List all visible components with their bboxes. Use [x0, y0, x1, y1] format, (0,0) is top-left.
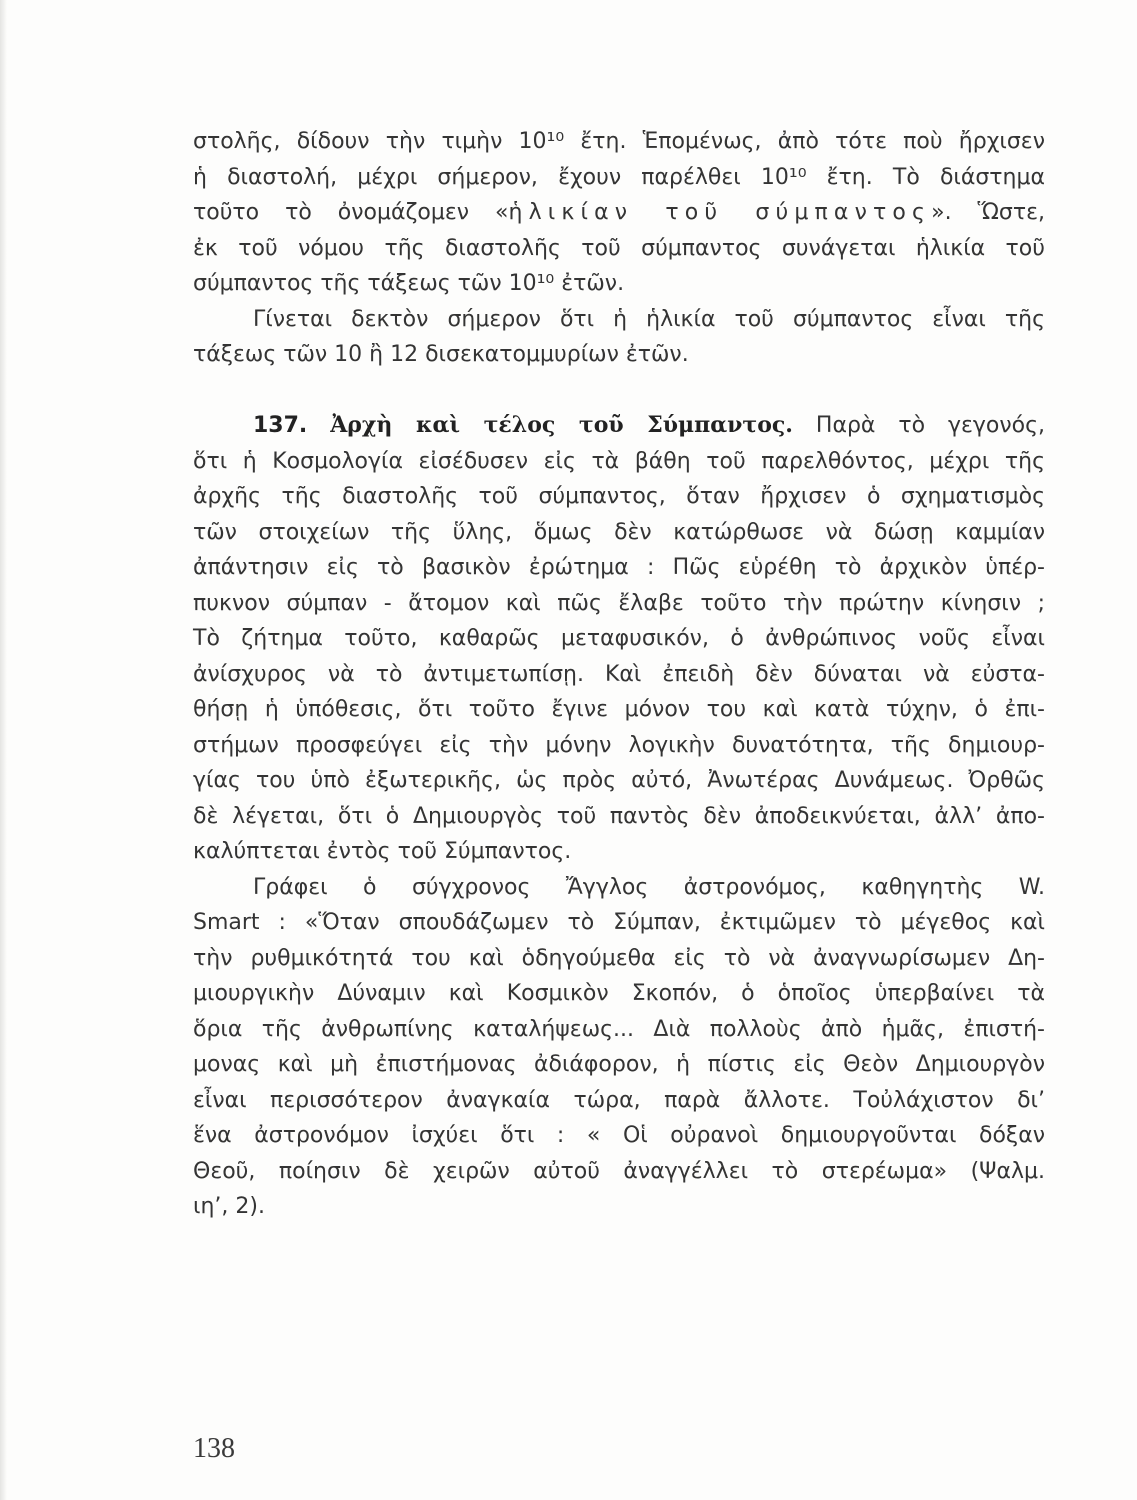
text-line: πυκνον σύμπαν - ἄτομον καὶ πῶς ἔλαβε τοῦτο τὴν πρώτην κίνησιν ; — [193, 590, 1045, 616]
text-line: Γράφει ὁ σύγχρονος Ἄγγλος ἀστρονόμος, καθηγητὴς W. — [253, 874, 1045, 900]
section-heading-line — [193, 408, 1045, 444]
paragraph — [193, 870, 1045, 1225]
text-segment: τοῦτο τὸ ὀνομάζομεν « — [193, 200, 509, 225]
text-line: Smart : «Ὅταν σπουδάζωμεν τὸ Σύμπαν, ἐκτιμῶμεν τὸ μέγεθος καὶ — [193, 910, 1045, 935]
section-title: Ἀρχὴ καὶ τέλος τοῦ Σύμπαντος. — [330, 412, 793, 438]
text-line: ὅρια τῆς ἀνθρωπίνης καταλήψεως... Διὰ πολλοὺς ἀπὸ ἡμᾶς, ἐπιστή- — [193, 1016, 1045, 1042]
text-line: ὅτι ἡ Κοσμολογία εἰσέδυσεν εἰς τὰ βάθη τοῦ παρελθόντος, μέχρι τῆς — [193, 448, 1045, 474]
text-line: Θεοῦ, ποίησιν δὲ χειρῶν αὐτοῦ ἀναγγέλλει τὸ στερέωμα» (Ψαλμ. — [193, 1158, 1045, 1184]
paragraph — [193, 124, 1045, 302]
emphasized-term: ἡλικίαν τοῦ σύμπαντος — [508, 200, 932, 225]
text-line: ἀνίσχυρος νὰ τὸ ἀντιμετωπίσῃ. Καὶ ἐπειδὴ δὲν δύναται νὰ εὐστα- — [193, 661, 1045, 687]
text-line: θήσῃ ἡ ὑπόθεσις, ὅτι τοῦτο ἔγινε μόνον του καὶ κατὰ τύχην, ὁ ἐπι- — [193, 697, 1045, 722]
text-line: Τὸ ζήτημα τοῦτο, καθαρῶς μεταφυσικόν, ὁ ἀνθρώπινος νοῦς εἶναι — [193, 626, 1045, 651]
text-line: ἐκ τοῦ νόμου τῆς διαστολῆς τοῦ σύμπαντος συνάγεται ἡλικία τοῦ — [193, 235, 1045, 261]
text-line: ἕνα ἀστρονόμον ἰσχύει ὅτι : « Οἱ οὐρανοὶ δημιουργοῦνται δόξαν — [193, 1123, 1045, 1148]
text-line: μονας καὶ μὴ ἐπιστήμονας ἀδιάφορον, ἡ πίστις εἰς Θεὸν Δημιουργὸν — [193, 1052, 1045, 1077]
text-segment: ». Ὥστε, — [931, 200, 1045, 225]
text-segment: Παρὰ τὸ γεγονός, — [815, 413, 1046, 438]
text-line: στήμων προσφεύγει εἰς τὴν μόνην λογικὴν δυνατότητα, τῆς δημιουρ- — [193, 732, 1045, 758]
text-line: σύμπαντος τῆς τάξεως τῶν 10¹⁰ ἐτῶν. — [193, 271, 625, 296]
text-line: μιουργικὴν Δύναμιν καὶ Κοσμικὸν Σκοπόν, ὁ ὁποῖος ὑπερβαίνει τὰ — [193, 981, 1045, 1006]
text-line: ἀπάντησιν εἰς τὸ βασικὸν ἐρώτημα : Πῶς εὑρέθη τὸ ἀρχικὸν ὑπέρ- — [193, 555, 1045, 580]
text-line: τῶν στοιχείων τῆς ὕλης, ὅμως δὲν κατώρθωσε νὰ δώσῃ καμμίαν — [193, 519, 1045, 545]
text-line: γίας του ὑπὸ ἐξωτερικῆς, ὡς πρὸς αὐτό, Ἀνωτέρας Δυνάμεως. Ὀρθῶς — [193, 768, 1045, 793]
text-line: τάξεως τῶν 10 ἢ 12 δισεκατομμυρίων ἐτῶν. — [193, 342, 689, 367]
text-line: δὲ λέγεται, ὅτι ὁ Δημιουργὸς τοῦ παντὸς δὲν ἀποδεικνύεται, ἀλλ’ ἀπο- — [193, 803, 1045, 829]
text-line: τὴν ρυθμικότητά του καὶ ὁδηγούμεθα εἰς τὸ νὰ ἀναγνωρίσωμεν Δη- — [193, 945, 1045, 971]
text-line: εἶναι περισσότερον ἀναγκαία τώρα, παρὰ ἄλλοτε. Τοὐλάχιστον δι’ — [193, 1087, 1045, 1113]
paragraph — [193, 302, 1045, 373]
text-line: καλύπτεται ἐντὸς τοῦ Σύμπαντος. — [193, 839, 572, 864]
text-line: ἡ διαστολή, μέχρι σήμερον, ἔχουν παρέλθει 10¹⁰ ἔτη. Τὸ διάστημα — [193, 164, 1045, 190]
text-line: ιη’, 2). — [193, 1194, 265, 1219]
page-text — [193, 124, 1045, 1225]
section-paragraph — [193, 408, 1045, 870]
text-line: ἀρχῆς τῆς διαστολῆς τοῦ σύμπαντος, ὅταν ἤρχισεν ὁ σχηματισμὸς — [193, 484, 1045, 509]
text-line: Γίνεται δεκτὸν σήμερον ὅτι ἡ ἡλικία τοῦ σύμπαντος εἶναι τῆς — [253, 306, 1045, 332]
section-number: 137. — [253, 413, 308, 438]
text-line: στολῆς, δίδουν τὴν τιμὴν 10¹⁰ ἔτη. Ἑπομένως, ἀπὸ τότε ποὺ ἤρχισεν — [193, 129, 1045, 154]
scan-edge-shadow — [0, 0, 7, 1500]
page-number: 138 — [193, 1433, 235, 1464]
text-line — [193, 195, 1045, 231]
